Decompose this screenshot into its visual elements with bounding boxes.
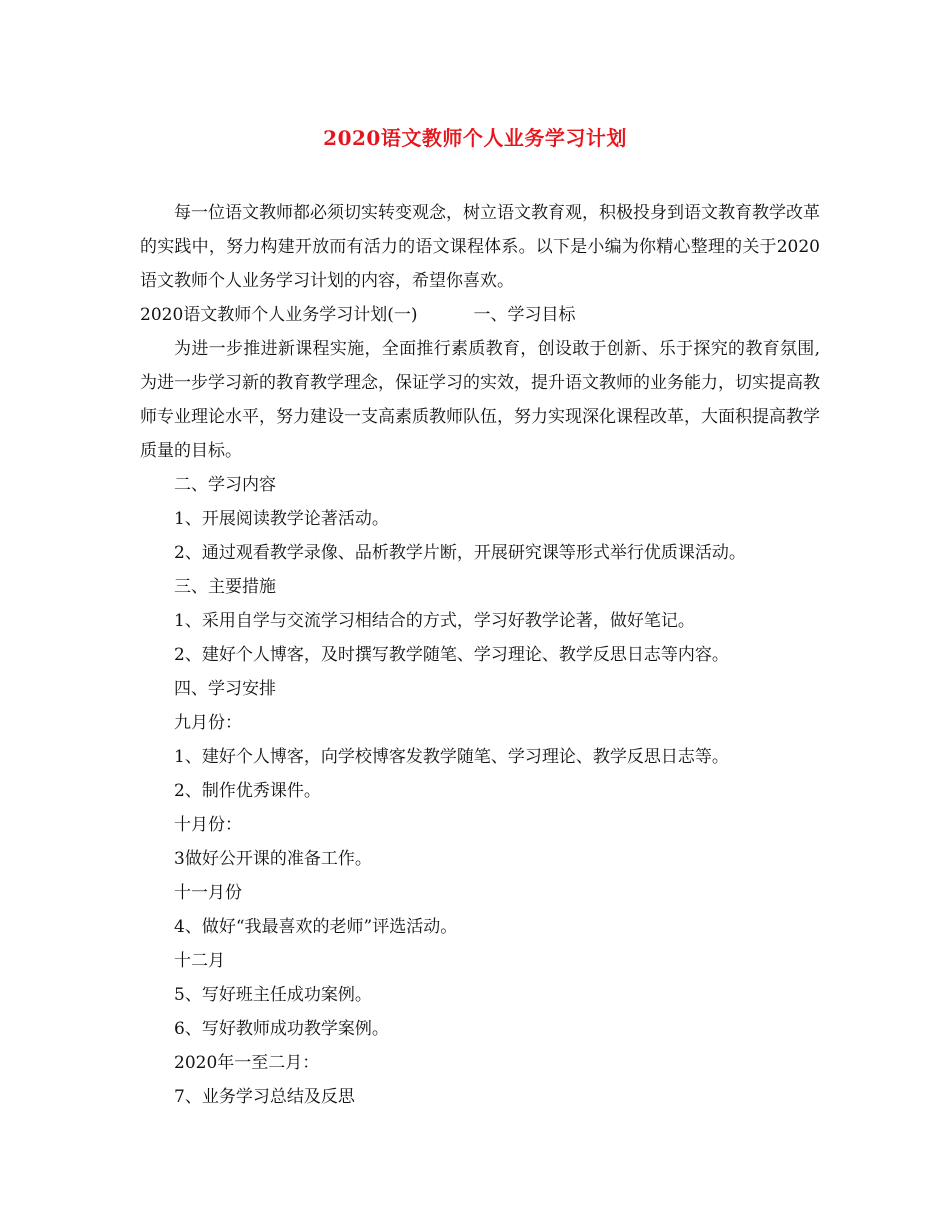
goal-paragraph: 为进一步推进新课程实施，全面推行素质教育，创设敢于创新、乐于探究的教育氛围,为进一步学习新的教育教学理念，保证学习的实效，提升语文教师的业务能力，切实提高教师专业理论水平，努力建设一支高素质教师队伍，努力实现深化课程改革，大面积提高教学质量的目标。 [140, 339, 820, 461]
month-label: 十二月 [174, 951, 225, 971]
section-heading-measures: 三、主要措施 [174, 577, 276, 597]
list-item: 2、建好个人博客，及时撰写教学随笔、学习理论、教学反思日志等内容。 [174, 645, 729, 665]
list-item: 6、写好教师成功教学案例。 [174, 1019, 389, 1039]
plan-subheading: 2020语文教师个人业务学习计划(一) [140, 305, 418, 325]
list-item: 2、制作优秀课件。 [174, 781, 321, 801]
month-label: 2020年一至二月： [174, 1053, 320, 1073]
list-item: 5、写好班主任成功案例。 [174, 985, 372, 1005]
list-item: 7、业务学习总结及反思 [174, 1087, 355, 1107]
document-title: 2020语文教师个人业务学习计划 [323, 126, 627, 150]
month-label: 十一月份 [174, 883, 242, 903]
list-item: 1、开展阅读教学论著活动。 [174, 509, 389, 529]
section-heading-goals: 一、学习目标 [473, 305, 576, 325]
month-label: 十月份： [174, 815, 242, 835]
document-body [140, 196, 820, 1114]
list-item: 4、做好“我最喜欢的老师”评选活动。 [174, 917, 458, 937]
list-item: 3做好公开课的准备工作。 [174, 849, 372, 869]
list-item: 1、采用自学与交流学习相结合的方式，学习好教学论著，做好笔记。 [174, 611, 695, 631]
list-item: 2、通过观看教学录像、品析教学片断，开展研究课等形式举行优质课活动。 [174, 543, 746, 563]
list-item: 1、建好个人博客，向学校博客发教学随笔、学习理论、教学反思日志等。 [174, 747, 729, 767]
month-label: 九月份： [174, 713, 242, 733]
section-heading-content: 二、学习内容 [174, 475, 276, 495]
subheading-line [140, 298, 820, 332]
section-heading-schedule: 四、学习安排 [174, 679, 276, 699]
intro-paragraph: 每一位语文教师都必须切实转变观念，树立语文教育观，积极投身到语文教育教学改革的实践中，努力构建开放而有活力的语文课程体系。以下是小编为你精心整理的关于2020语文教师个人业务学习计划的内容，希望你喜欢。 [140, 203, 820, 291]
